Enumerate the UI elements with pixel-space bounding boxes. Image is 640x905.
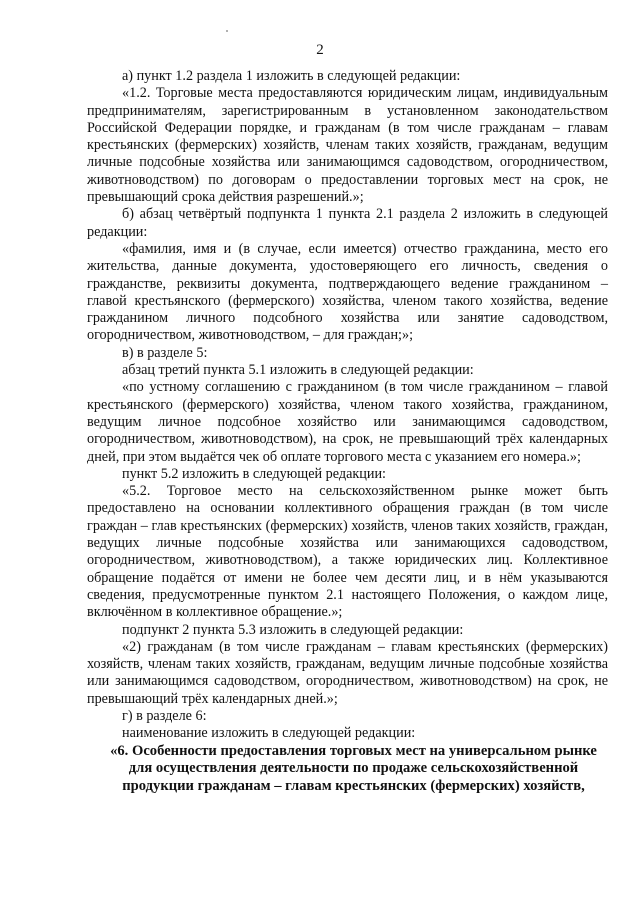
paragraph-b: б) абзац четвёртый подпункта 1 пункта 2.1 раздела 2 изложить в следующей редакции: bbox=[87, 206, 608, 240]
page-number: 2 bbox=[316, 42, 324, 58]
paragraph-a: а) пункт 1.2 раздела 1 изложить в следующей редакции: bbox=[122, 68, 461, 84]
paragraph-b-text: «фамилия, имя и (в случае, если имеется) отчество гражданина, место его жительства, данные документа, удостоверяющего его личность, сведения о гражданстве, реквизиты документа, подтверждающего ведение гражданином – главой крестьянского (фермерского) хозяйства, членом такого хозяйства, ведение гражданином личного подсобного хозяйства или занятие садоводством, огородничеством, животноводством, – для граждан;»; bbox=[87, 240, 608, 344]
paragraph-5-2-text: «5.2. Торговое место на сельскохозяйственном рынке может быть предоставлено на основании коллективного обращения граждан (в том числе граждан – глав крестьянских (фермерских) хозяйств, членов таких хозяйств, граждан, ведущих личные подсобные хозяйства или занимающихся садоводством, огородничеством, животноводством), а также юридических лиц. Коллективное обращение подаётся от имени не более чем десяти лиц, и в нём указываются сведения, предусмотренные пунктом 2.1 настоящего Положения, о каждом лице, включённом в коллективное обращение.»; bbox=[87, 483, 608, 621]
paragraph-5-1-text: «по устному соглашению с гражданином (в том числе гражданином – главой крестьянского (фермерского) хозяйства, членом такого хозяйства, гражданином, ведущим личное подсобное хозяйство или занимающимся садоводством, огородничеством, животноводством), на срок, не превышающий трёх календарных дней, при этом выдаётся чек об оплате торгового места с указанием его номера.»; bbox=[87, 379, 608, 465]
paragraph-5-2-intro: пункт 5.2 изложить в следующей редакции: bbox=[122, 465, 386, 482]
paragraph-6-intro: наименование изложить в следующей редакции: bbox=[122, 725, 416, 742]
paragraph-v: в) в разделе 5: bbox=[122, 344, 208, 361]
scan-speck bbox=[226, 30, 228, 32]
document-body bbox=[87, 68, 608, 795]
paragraph-5-1-intro: абзац третий пункта 5.1 изложить в следующей редакции: bbox=[122, 362, 474, 379]
paragraph-g: г) в разделе 6: bbox=[122, 707, 207, 724]
paragraph-1-2-text: «1.2. Торговые места предоставляются юридическим лицам, индивидуальным предпринимателям, зарегистрированным в установленном законодательством Российской Федерации порядке, и гражданам (в том числе гражданам – главам крестьянских (фермерских) хозяйств, членам таких хозяйств, гражданам, ведущим личные подсобные хозяйства или занимающимся садоводством, огородничеством, животноводством) по договорам о предоставлении торговых мест на срок, не превышающий срока действия разрешений.»; bbox=[87, 85, 608, 206]
paragraph-5-3-intro: подпункт 2 пункта 5.3 изложить в следующей редакции: bbox=[122, 621, 464, 638]
section-6-heading: «6. Особенности предоставления торговых мест на универсальном рынке для осуществления деятельности по продаже сельскохозяйственной продукции гражданам – главам крестьянских (фермерских) хозяйств, bbox=[110, 742, 597, 794]
paragraph-5-3-text: «2) гражданам (в том числе гражданам – главам крестьянских (фермерских) хозяйств, членам таких хозяйств, гражданам, ведущим личные подсобные хозяйства или занимающимся садоводством, огородничеством, животноводством) на срок, не превышающий трёх календарных дней.»; bbox=[87, 638, 608, 707]
